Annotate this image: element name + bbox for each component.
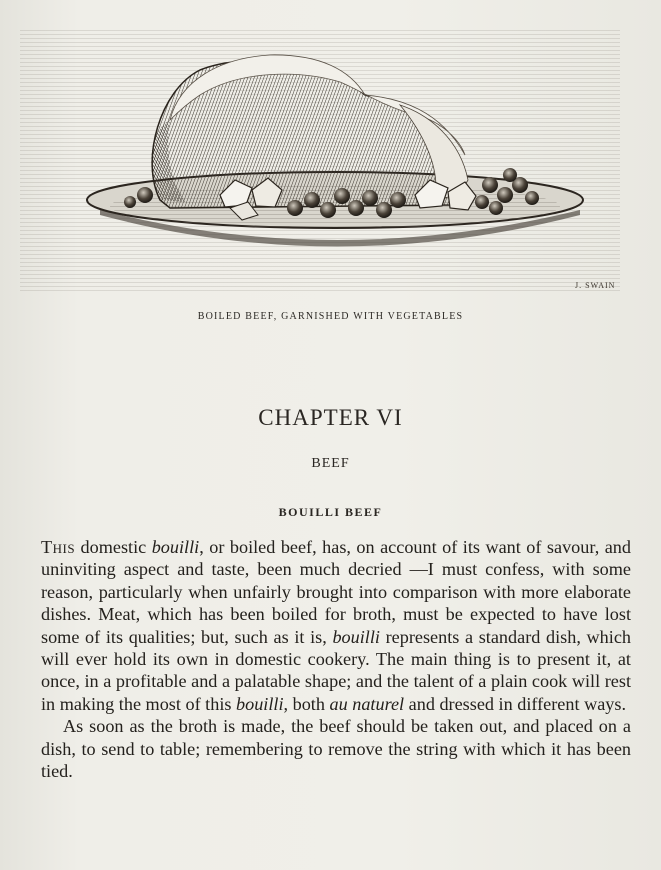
paragraph-2: As soon as the broth is made, the beef should be taken out, and placed on a dish, to send to table; remembering to remove the string with which it has been tied. <box>41 716 631 782</box>
section-title: BEEF <box>311 456 350 471</box>
illustration-caption: BOILED BEEF, GARNISHED WITH VEGETABLES <box>197 311 464 322</box>
lead-word: This <box>41 537 76 557</box>
chapter-title: CHAPTER VI <box>258 405 403 430</box>
subsection-title: BOUILLI BEEF <box>278 505 383 519</box>
paragraph-1: This domestic bouilli, or boiled beef, has, on account of its want of savour, and uninviting aspect and taste, been much decried —I must confess, with some reason, particularly when unfairly brought into comparison with more elaborate dishes. Meat, which has been boiled for broth, must be expected to have lost some of its qualities; but, such as it is, bouilli represents a standard dish, which will ever hold its own in domestic cookery. The main thing is to present it, at once, in a profitable and a palatable shape; and the talent of a plain cook will rest in making the most of this bouilli, both au naturel and dressed in different ways. <box>41 537 631 714</box>
boiled-beef-illustration <box>20 10 641 300</box>
engraver-signature: J. SWAIN <box>575 281 616 290</box>
body-text <box>41 536 631 782</box>
